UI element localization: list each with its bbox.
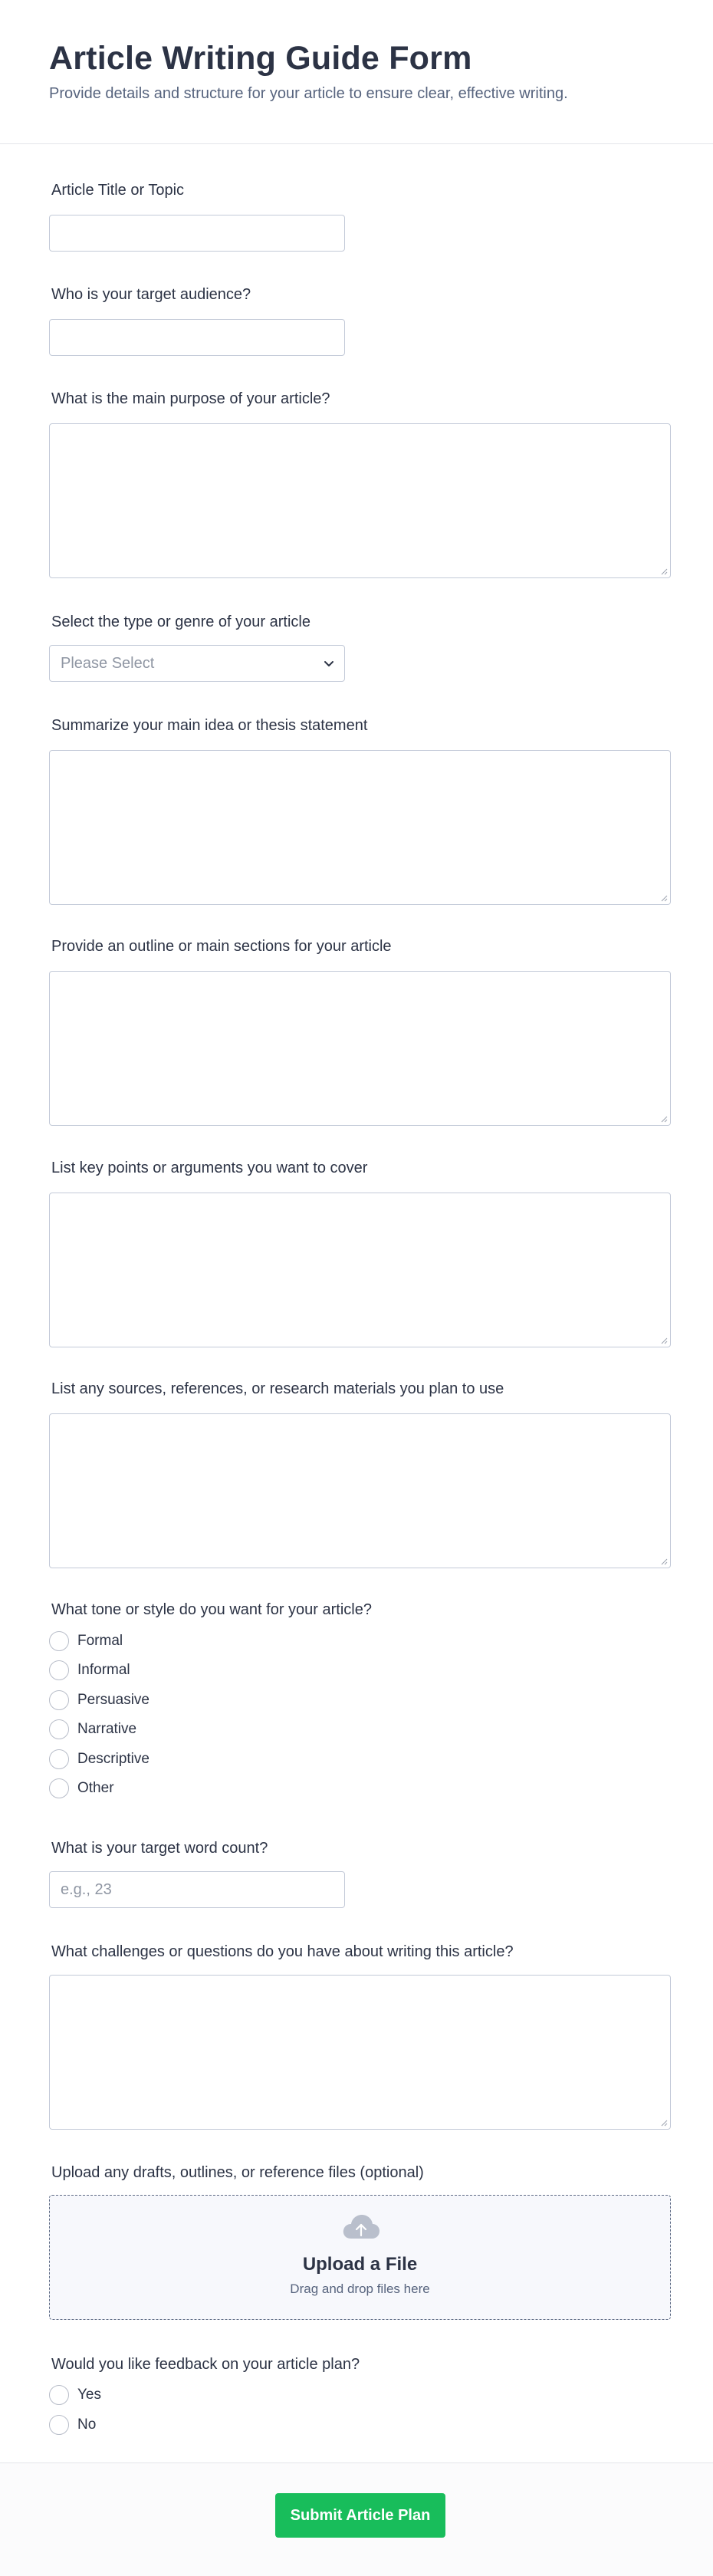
tone-option-formal[interactable]: [49, 1630, 123, 1652]
word-count-placeholder: e.g., 23: [61, 1881, 112, 1898]
feedback-option-no[interactable]: [49, 2414, 96, 2436]
field-key-points: [49, 1158, 671, 1178]
field-outline-label: Provide an outline or main sections for your article: [51, 938, 392, 955]
genre-select-placeholder: Please Select: [61, 655, 155, 672]
field-upload: [49, 2163, 671, 2296]
field-audience-label: Who is your target audience?: [51, 286, 251, 303]
cloud-upload-icon: [342, 2212, 380, 2240]
radio-label: Formal: [77, 1633, 123, 1649]
resize-grip-icon[interactable]: [660, 2119, 668, 2127]
field-key-points-label: List key points or arguments you want to cover: [51, 1160, 368, 1176]
resize-grip-icon[interactable]: [660, 1558, 668, 1565]
field-sources: [49, 1379, 671, 1399]
field-word-count-label: What is your target word count?: [51, 1840, 268, 1857]
tone-option-descriptive[interactable]: [49, 1749, 150, 1770]
field-genre: [49, 612, 671, 672]
resize-grip-icon[interactable]: [660, 1115, 668, 1123]
audience-input[interactable]: [49, 319, 345, 356]
radio-label: Narrative: [77, 1721, 137, 1737]
page-subtitle: Provide details and structure for your article to ensure clear, effective writing.: [49, 85, 568, 102]
field-title-label: Article Title or Topic: [51, 182, 185, 199]
key-points-textarea[interactable]: [49, 1193, 671, 1347]
radio-button[interactable]: [49, 1778, 69, 1798]
form-footer: [0, 2462, 713, 2576]
field-word-count: [49, 1838, 671, 1898]
radio-label: Other: [77, 1780, 114, 1796]
field-feedback: [49, 2354, 671, 2433]
genre-select[interactable]: [49, 645, 345, 682]
tone-option-informal[interactable]: [49, 1660, 130, 1681]
file-upload-dropzone[interactable]: [49, 2195, 671, 2320]
field-sources-label: List any sources, references, or research materials you plan to use: [51, 1380, 504, 1397]
upload-subtitle: Drag and drop files here: [290, 2282, 430, 2296]
radio-button[interactable]: [49, 1719, 69, 1739]
field-upload-label: Upload any drafts, outlines, or reference files (optional): [51, 2164, 424, 2181]
upload-title: Upload a File: [302, 2254, 418, 2275]
radio-label: Persuasive: [77, 1692, 150, 1708]
field-tone: [49, 1600, 671, 1796]
thesis-textarea[interactable]: [49, 750, 671, 905]
tone-option-other[interactable]: [49, 1778, 114, 1799]
field-feedback-label: Would you like feedback on your article plan?: [51, 2356, 360, 2373]
field-challenges-label: What challenges or questions do you have about writing this article?: [51, 1943, 514, 1960]
challenges-textarea[interactable]: [49, 1975, 671, 2130]
word-count-input[interactable]: [49, 1871, 345, 1908]
field-audience: [49, 285, 671, 304]
outline-textarea[interactable]: [49, 971, 671, 1126]
radio-label: Yes: [77, 2387, 101, 2403]
field-purpose: [49, 389, 671, 409]
form-header: [0, 0, 713, 144]
sources-textarea[interactable]: [49, 1413, 671, 1568]
field-outline: [49, 936, 671, 956]
radio-button[interactable]: [49, 1660, 69, 1680]
tone-option-persuasive[interactable]: [49, 1689, 150, 1711]
field-genre-label: Select the type or genre of your article: [51, 614, 310, 630]
radio-label: Informal: [77, 1662, 130, 1678]
tone-option-narrative[interactable]: [49, 1719, 136, 1740]
title-input[interactable]: [49, 215, 345, 252]
radio-button[interactable]: [49, 1690, 69, 1710]
feedback-option-yes[interactable]: [49, 2384, 101, 2406]
page-title: Article Writing Guide Form: [49, 40, 472, 77]
field-tone-label: What tone or style do you want for your article?: [51, 1601, 372, 1618]
field-thesis: [49, 716, 671, 735]
chevron-down-icon: [323, 657, 335, 669]
field-thesis-label: Summarize your main idea or thesis statement: [51, 717, 368, 734]
field-challenges: [49, 1942, 671, 1962]
radio-button[interactable]: [49, 2415, 69, 2435]
radio-label: Descriptive: [77, 1751, 150, 1767]
radio-button[interactable]: [49, 1749, 69, 1769]
field-purpose-label: What is the main purpose of your article?: [51, 390, 330, 407]
purpose-textarea[interactable]: [49, 423, 671, 578]
radio-button[interactable]: [49, 2385, 69, 2405]
resize-grip-icon[interactable]: [660, 1337, 668, 1344]
radio-button[interactable]: [49, 1631, 69, 1651]
resize-grip-icon[interactable]: [660, 894, 668, 902]
field-title: [49, 180, 671, 200]
submit-button[interactable]: Submit Article Plan: [275, 2493, 445, 2538]
radio-label: No: [77, 2416, 97, 2433]
resize-grip-icon[interactable]: [660, 568, 668, 575]
